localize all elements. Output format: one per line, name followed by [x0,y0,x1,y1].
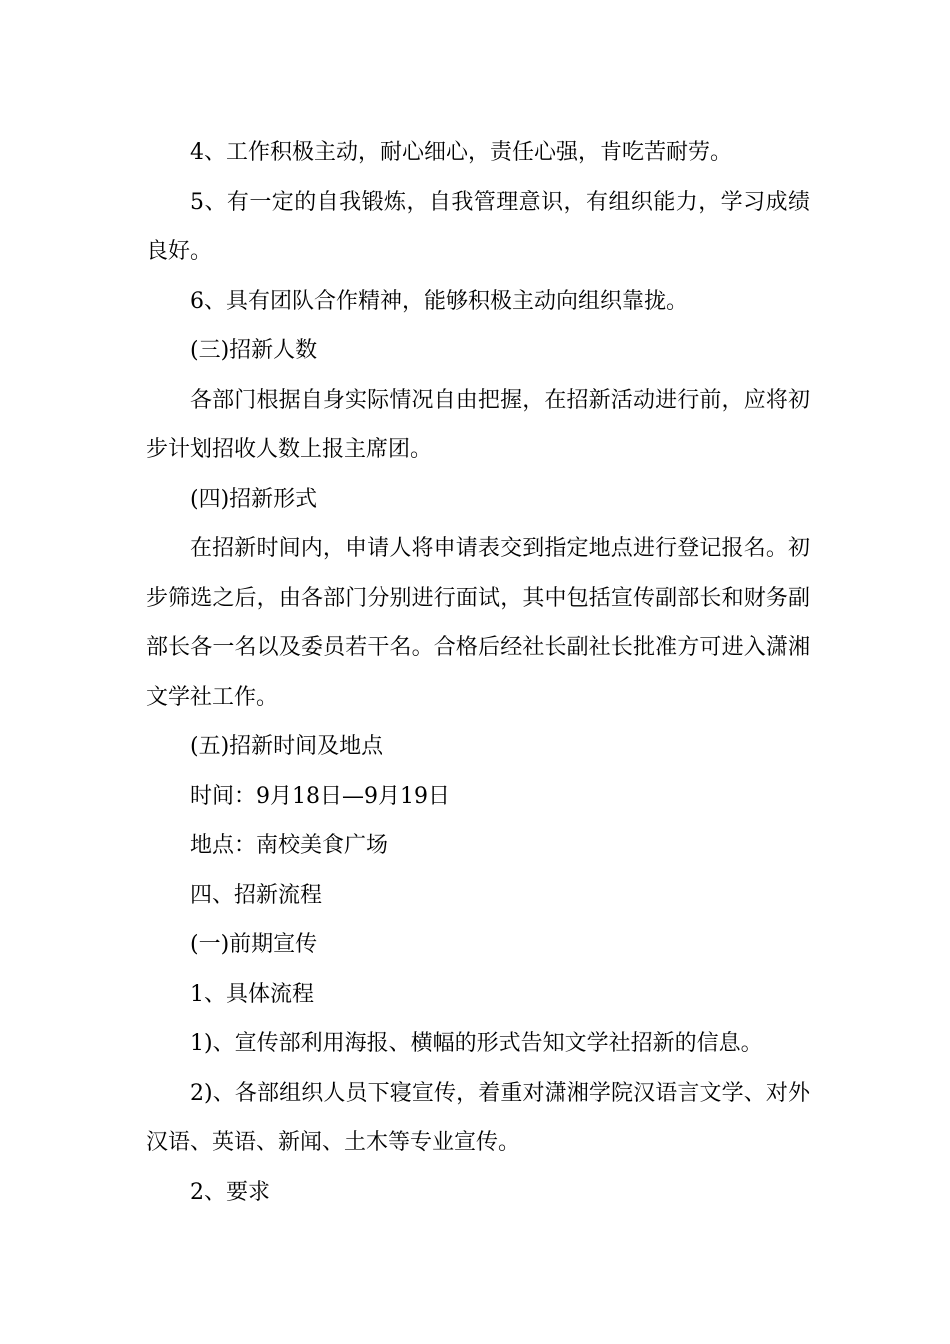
paragraph-recruit-form: 在招新时间内，申请人将申请表交到指定地点进行登记报名。初步筛选之后，由各部门分别进行面试，其中包括宣传副部长和财务副部长各一名以及委员若干名。合格后经社长副社长批准方可进入潇湘文学社工作。 [146,536,810,710]
heading-requirements: 2、要求 [190,1179,270,1205]
paragraph-time: 时间：9月18日—9月19日 [190,783,450,809]
heading-recruit-process: 四、招新流程 [190,882,323,908]
heading-early-promotion: (一)前期宣传 [190,932,318,957]
heading-time-place: (五)招新时间及地点 [190,734,384,759]
heading-recruit-number: (三)招新人数 [190,338,318,363]
document-body [146,128,810,1217]
heading-specific-process: 1、具体流程 [190,981,314,1007]
paragraph-requirement-5: 5、有一定的自我锻炼，自我管理意识，有组织能力，学习成绩良好。 [146,189,810,264]
paragraph-recruit-number: 各部门根据自身实际情况自由把握，在招新活动进行前，应将初步计划招收人数上报主席团。 [146,387,810,462]
paragraph-process-2: 2)、各部组织人员下寝宣传，着重对潇湘学院汉语言文学、对外汉语、英语、新闻、土木等专业宣传。 [146,1080,810,1155]
heading-recruit-form: (四)招新形式 [190,486,318,512]
paragraph-place: 地点：南校美食广场 [190,833,389,858]
paragraph-requirement-4: 4、工作积极主动，耐心细心，责任心强，肯吃苦耐劳。 [190,140,732,165]
paragraph-requirement-6: 6、具有团队合作精神，能够积极主动向组织靠拢。 [190,288,688,314]
paragraph-process-1: 1)、宣传部利用海报、横幅的形式告知文学社招新的信息。 [190,1031,763,1056]
